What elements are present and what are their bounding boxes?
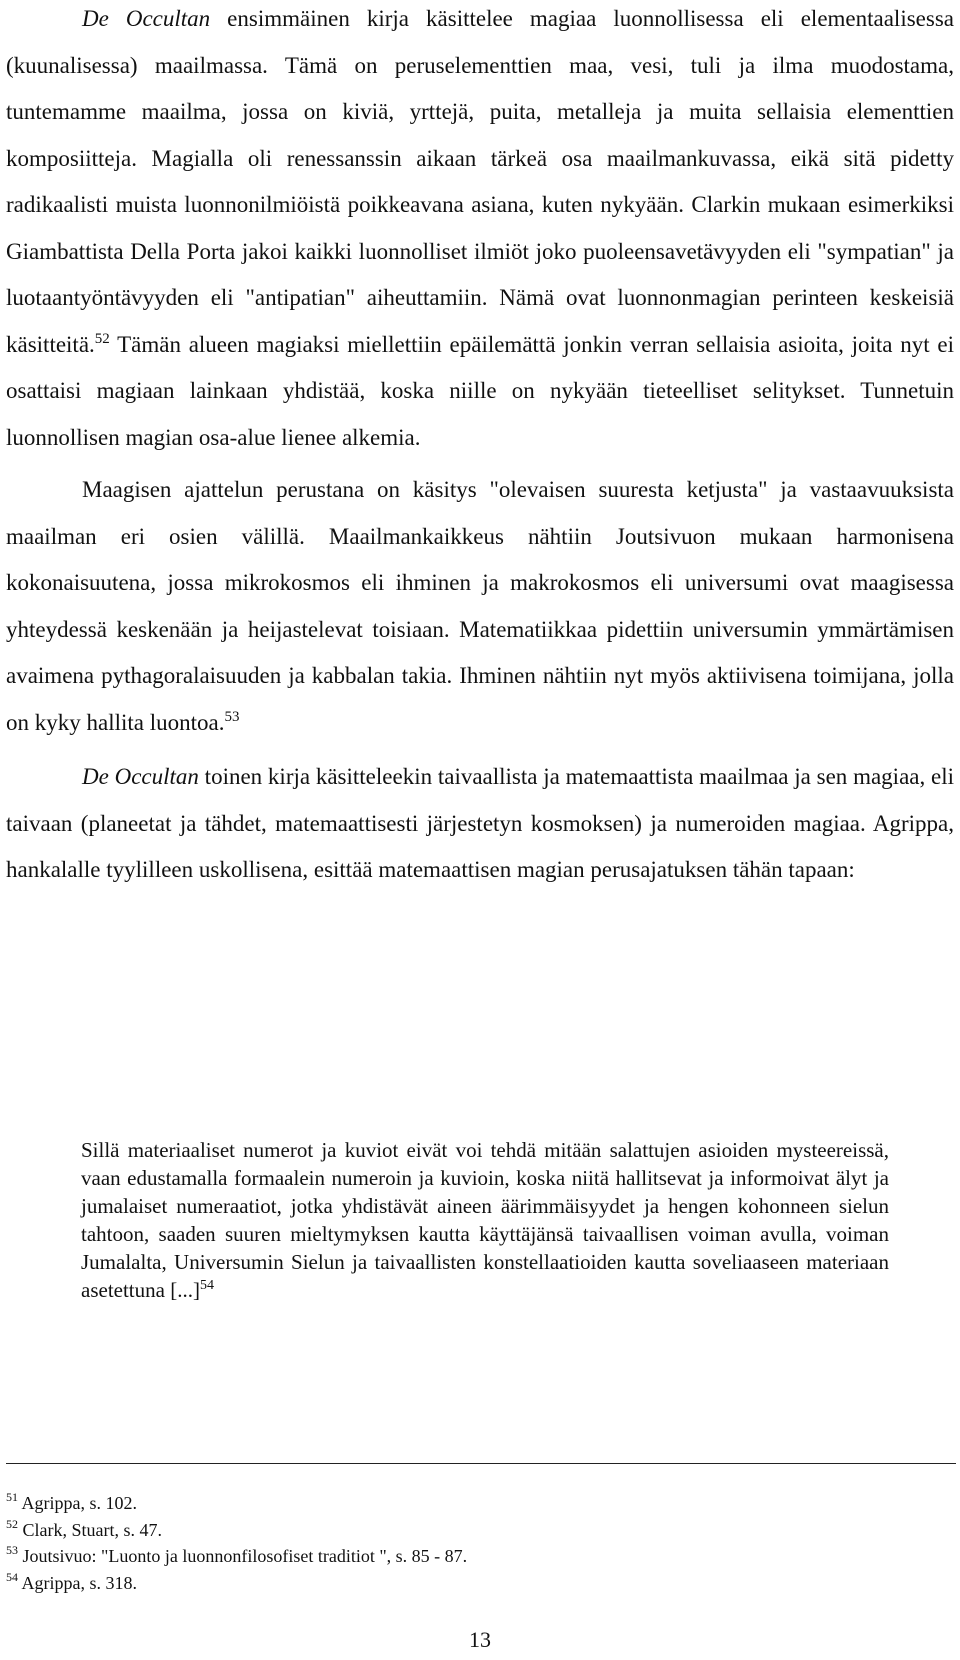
footnote	[6, 1543, 906, 1570]
footnote-text: Clark, Stuart, s. 47.	[22, 1519, 162, 1540]
footnote-number: 52	[6, 1516, 18, 1531]
footnote-text: Agrippa, s. 318.	[21, 1572, 138, 1593]
paragraph-text: toinen kirja käsitteleekin taivaallista ja matemaattista maailmaa ja sen magiaa, eli taivaan (planeetat ja tähdet, matemaattisesti järjestetyn kosmoksen) ja numeroiden magiaa. Agrippa, hankalalle tyylilleen uskollisena, esittää matemaattisen magian perusajatuksen tähän tapaan:	[6, 764, 954, 882]
paragraph-2	[6, 467, 954, 746]
paragraph-3	[6, 754, 954, 894]
footnote-number: 54	[6, 1569, 18, 1584]
paragraph-text: ensimmäinen kirja käsittelee magiaa luonnollisessa eli elementaalisessa (kuunalisessa) maailmassa. Tämä on peruselementtien maa, vesi, tuli ja ilma muodostama, tuntemamme maailma, jossa on kiviä, yrttejä, puita, metalleja ja muita sellaisia elementtien komposiitteja. Magialla oli renessanssin aikaan tärkeä osa maailmankuvassa, eikä sitä pidetty radikaalisti muista luonnonilmiöistä poikkeavana asiana, kuten nykyään. Clarkin mukaan esimerkiksi Giambattista Della Porta jakoi kaikki luonnolliset ilmiöt joko puoleensavetävyyden eli "sympatian" ja luotaantyöntävyyden eli "antipatian" aiheuttamiin. Nämä ovat luonnonmagian perinteen keskeisiä käsitteitä.	[6, 6, 954, 357]
footnotes	[6, 1490, 906, 1596]
quote-paragraph	[81, 1136, 889, 1304]
footnote	[6, 1570, 906, 1597]
paragraph-1	[6, 0, 954, 461]
footnote	[6, 1517, 906, 1544]
footnote-number: 51	[6, 1490, 18, 1504]
quote-text: Sillä materiaaliset numerot ja kuviot eivät voi tehdä mitään salattujen asioiden mysteereissä, vaan edustamalla formaalein numeroin ja kuvioin, koska niitä hallitsevat ja informoivat älyt ja jumalaiset numeraatiot, jotka yhdistävät aineen äärimmäisyydet ja hengen kohonneen sielun tahtoon, saaden suuren mieltymyksen kautta käyttäjänsä taivaallisen voiman avulla, voiman Jumalalta, Universumin Sielun ja taivaallisten konstellaatioiden kautta soveliaaseen materiaan asetettuna [...]	[81, 1138, 889, 1302]
paragraph-text: Maagisen ajattelun perustana on käsitys "olevaisen suuresta ketjusta" ja vastaavuuksista maailman eri osien välillä. Maailmankaikkeus nähtiin Joutsivuon mukaan harmonisena kokonaisuutena, jossa mikrokosmos eli ihminen ja makrokosmos eli universumi ovat maagisessa yhteydessä keskenään ja heijastelevat toisiaan. Matematiikkaa pidettiin universumin ymmärtämisen avaimena pythagoralaisuuden ja kabbalan takia. Ihminen nähtiin nyt myös aktiivisena toimijana, jolla on kyky hallita luontoa.	[6, 477, 954, 735]
page-number: 13	[469, 1627, 491, 1652]
book-title: De Occultan	[82, 6, 211, 31]
footnote	[6, 1490, 906, 1517]
footnote-separator	[6, 1463, 956, 1464]
footnote-text: Joutsivuo: "Luonto ja luonnonfilosofiset traditiot ", s. 85 - 87.	[22, 1546, 468, 1566]
body-text	[6, 0, 954, 894]
footnote-number: 53	[6, 1543, 18, 1557]
paragraph-text: Tämän alueen magiaksi miellettiin epäilemättä jonkin verran sellaisia asioita, joita nyt ei osattaisi magiaan lainkaan yhdistää, koska niille on nykyään tieteelliset selitykset. Tunnetuin luonnollisen magian osa-alue lienee alkemia.	[6, 331, 954, 450]
footnote-text: Agrippa, s. 102.	[21, 1493, 138, 1513]
footnote-reference: 52	[94, 330, 110, 347]
footnote-reference: 54	[199, 1278, 214, 1293]
footnote-reference: 53	[224, 708, 240, 725]
book-title: De Occultan	[82, 764, 199, 789]
block-quote	[81, 1136, 889, 1304]
